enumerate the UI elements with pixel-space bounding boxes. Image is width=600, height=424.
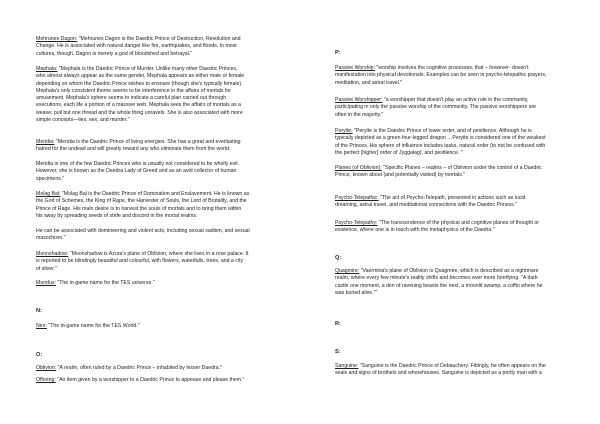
entry-psycho-telepathy (335, 220, 567, 235)
definition: He can be associated with domineering and violent acts, including sexual sadism, and sexual masochism." (36, 228, 250, 242)
term: Molag Bal: (36, 191, 61, 197)
entry-mundus (36, 280, 270, 287)
entry-psycho-telepathic (335, 195, 567, 210)
term: Planes (of Oblivion): (335, 165, 382, 171)
term: Offering: (36, 377, 56, 383)
definition: "Specific Planes – realms – of Oblivion under the control of a Daedric Prince, known about (and potentially visited) by mortals." (335, 165, 542, 179)
term: Passive Worshipper: (335, 97, 383, 103)
entry-passive-worshipper (335, 97, 567, 119)
definition: "Molag Bal is the Daedric Prince of Domination and Enslavement. He is known as the God of Schemes, the King of Rape, the Harvester of Souls, the Lord of Brutality, and the Prince of Rage. His main desire is to harvest the souls of mortals and to bring them within his sway by spreading seeds of strife and discord in the mortal realms. (36, 191, 250, 219)
definition: "A realm, often ruled by a Daedric Prince – inhabited by lesser Daedra." (56, 365, 222, 371)
section-heading: O: (36, 352, 43, 358)
definition: "Mehrunes Dagon is the Daedric Prince of Destruction, Revolution and Change. He is associated with natural danger like fire, earthquakes, and floods. In most cultures, though, Dagon is merely a god of bloodshed and betrayal." (36, 36, 241, 57)
section-heading: R: (335, 321, 341, 327)
entry-peryite (335, 128, 567, 157)
term: Mehrunes Dagon: (36, 36, 78, 42)
definition: "worship involves the cognitive processes, that – however- doesn't manifestation into physical devotionals. Examples can be seen in psycho-telepathic prayers, meditation, and astral travel." (335, 65, 547, 86)
term: Nirn: (36, 323, 47, 329)
definition: Meridia is one of the few Daedric Princes who is usually not considered to be wholly evil. However, she is known as the Daedra Lady of Greed and as an avid collector of human specimens." (36, 161, 239, 182)
definition: "The in-game name for the TES universe." (55, 280, 155, 286)
term: Quagmire: (335, 268, 360, 274)
definition: "Vaermina's plane of Oblivion is Quagmire, which is described as a nightmare realm, where every few minute's reality shifts and becomes ever more horrifying. "A dark castle one moment, a den of ravening beasts the next, a moonlit swamp, a coffin where he was buried alive."" (335, 268, 543, 296)
entry-moonshadow (36, 251, 270, 273)
entry-offering (36, 377, 270, 384)
entry-molag-bal (36, 191, 270, 220)
term: Psycho-Telepathic: (335, 195, 379, 201)
entry-mephala (36, 66, 270, 124)
section-heading: P: (335, 50, 341, 56)
entry-oblivion (36, 365, 270, 372)
definition: "The in-game name for the TES World." (46, 323, 140, 329)
definition: "a worshipper that doesn't play an active role in the community, participating in only the passive worship of the community. The passive worshippers are often in the majority." (335, 97, 537, 118)
definition: "Moonshadow is Azura's plane of Oblivion, where she lives in a rose palace. It is reported to be blindingly beautiful and colourful, with flowers, waterfalls, trees, and a city of silver." (36, 251, 249, 272)
definition: "The act of Psycho-Telepath, presented in actions such as lucid dreaming, astral travel, and meditational connections with the Daedric Princes." (335, 195, 526, 209)
definition: "Sanguine is the Daedric Prince of Debauchery. Fittingly, he often appears on the seals and signs of brothels and whorehouses. Sanguine is depicted as a portly man with a (335, 363, 546, 377)
term: Mephala: (36, 66, 58, 72)
entry-mehrunes-dagon (36, 36, 270, 58)
definition: "Mephala is the Daedric Prince of Murder. Unlike many other Daedric Princes, who almost always appear as the same gender, Mephala appears as either male or female depending on whom the Daedric Prince wishes to ensnare (though she's typically female). Mephala's only consistent theme seems to be interference in the affairs of mortals for amusement. Mephala's sphere seems to indicate a careful plan carried out through executions, each life a portion of a massive web. Mephala sees the affairs of mortals as a weave; pull but one thread and the whole thing unravels. She is also associated with more simple concepts—lies, sex, and murder." (36, 66, 245, 124)
paragraph (36, 161, 270, 183)
entry-planes-of-oblivion (335, 165, 567, 180)
definition: "Meridia is the Daedric Prince of living energies. She has a great and everlasting hatred for the undead and will greatly reward any who eliminate them from the world. (36, 139, 241, 153)
term: Passive Worship: (335, 65, 375, 71)
paragraph (36, 228, 270, 243)
definition: "Peryite is the Daedric Prince of lower order, and of pestilence. Although he is typically depicted as a green four-legged dragon …Peryite is considered one of the weakest of the Princes. His sphere of influence includes tasks, natural order (to not be confused with the perfect [higher] order of Jyggalag), and pestilence. " (335, 128, 546, 156)
term: Peryite: (335, 128, 353, 134)
term: Mundus: (36, 280, 56, 286)
entry-nirn (36, 323, 270, 330)
term: Psycho-Telepathy: (335, 220, 378, 226)
definition: "The transcendence of the physical and cognitive planes of thought or existence, where one is in touch with the metaphysics of the Daedra." (335, 220, 539, 234)
term: Meridia: (36, 139, 55, 145)
entry-sanguine (335, 363, 567, 378)
entry-passive-worship (335, 65, 567, 87)
term: Moonshadow: (36, 251, 69, 257)
section-heading: N: (36, 308, 42, 314)
term: Sanguine: (335, 363, 359, 369)
section-heading: Q: (335, 255, 342, 261)
entry-quagmire (335, 268, 567, 297)
term: Oblivion: (36, 365, 57, 371)
entry-meridia (36, 139, 270, 154)
section-heading: S: (335, 349, 341, 355)
definition: "An item given by a worshipper to a Daedric Prince to appease and please them." (55, 377, 245, 383)
